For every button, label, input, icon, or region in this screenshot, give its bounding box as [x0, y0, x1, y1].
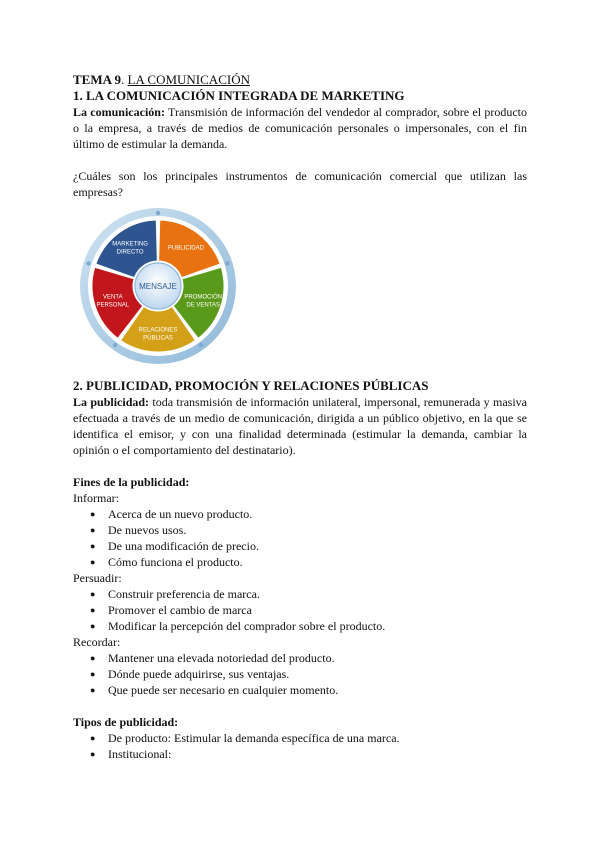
list-item: ● Mantener una elevada notoriedad del producto. [73, 650, 527, 666]
publicidad-text: toda transmisión de información unilateral, impersonal, remunerada y masiva efectuada a través de un medio de comunicación, dirigida a un público objetivo, en la que se identifica el emisor, y con una finalidad determinada (estimular la demanda, cambiar la opinión o el comportamiento del destinatario). [73, 395, 527, 457]
segment-label-relaciones-line2: PÚBLICAS [143, 335, 173, 342]
cycle-diagram-svg [73, 206, 243, 366]
segment-label-promocion-line2: DE VENTAS [186, 302, 220, 309]
tema-name: LA COMUNICACIÓN [127, 72, 250, 87]
fines-group-informar [73, 490, 527, 570]
instruments-question: ¿Cuáles son los principales instrumentos de comunicación comercial que utilizan las empresas? [73, 169, 527, 199]
ring-arrow-icon [113, 343, 117, 347]
list-item: ● Cómo funciona el producto. [73, 554, 527, 570]
segment-label-publicidad: PUBLICIDAD [167, 245, 204, 252]
fines-group-recordar [73, 634, 527, 698]
tema-number: TEMA 9 [73, 72, 122, 87]
list-item: ● De nuevos usos. [73, 522, 527, 538]
recordar-list [73, 650, 527, 698]
section2-heading: 2. PUBLICIDAD, PROMOCIÓN Y RELACIONES PÚBLICAS [73, 378, 429, 393]
segment-label-relaciones: RELACIONES [138, 327, 178, 334]
spacer [73, 698, 527, 714]
list-item: ● Que puede ser necesario en cualquier momento. [73, 682, 527, 698]
document-page [73, 72, 527, 762]
segment-label-venta-line2: PERSONAL [96, 302, 130, 309]
publicidad-definition [73, 394, 527, 458]
list-item: ● Acerca de un nuevo producto. [73, 506, 527, 522]
fines-heading: Fines de la publicidad: [73, 475, 190, 489]
section1-heading: 1. LA COMUNICACIÓN INTEGRADA DE MARKETING [73, 88, 405, 103]
spacer [73, 152, 527, 168]
ring-arrow-icon [156, 211, 160, 215]
persuadir-list [73, 586, 527, 634]
title-separator: . [121, 72, 128, 87]
comunicacion-label: La comunicación: [73, 105, 165, 119]
list-item: ● Institucional: [73, 746, 527, 762]
list-item: ● De producto: Estimular la demanda específica de una marca. [73, 730, 527, 746]
doc-title [73, 72, 527, 88]
segment-label-marketing: MARKETING [112, 241, 148, 248]
ring-arrow-icon [199, 343, 203, 347]
fines-group-persuadir [73, 570, 527, 634]
group-label: Recordar: [73, 635, 121, 649]
group-label: Persuadir: [73, 571, 122, 585]
list-item: ● Construir preferencia de marca. [73, 586, 527, 602]
center-label: MENSAJE [139, 282, 177, 291]
list-item: ● Dónde puede adquirirse, sus ventajas. [73, 666, 527, 682]
ring-arrow-icon [86, 261, 90, 265]
publicidad-label: La publicidad: [73, 395, 150, 409]
group-label: Informar: [73, 491, 119, 505]
comunicacion-text: Transmisión de información del vendedor al comprador, sobre el producto o la empresa, a través de medios de comunicación personales o impersonales, con el fin último de estimular la demanda. [73, 105, 527, 151]
tipos-heading: Tipos de publicidad: [73, 715, 179, 729]
list-item: ● Promover el cambio de marca [73, 602, 527, 618]
list-item: ● Modificar la percepción del comprador sobre el producto. [73, 618, 527, 634]
comunicacion-definition [73, 104, 527, 152]
segment-label-promocion: PROMOCIÓN [184, 294, 223, 301]
tipos-list [73, 730, 527, 762]
ring-arrow-icon [225, 261, 229, 265]
communication-mix-diagram [73, 206, 527, 366]
spacer [73, 458, 527, 474]
segment-label-venta: VENTA [103, 294, 123, 301]
segment-label-marketing-line2: DIRECTO [116, 249, 144, 256]
list-item: ● De una modificación de precio. [73, 538, 527, 554]
informar-list [73, 506, 527, 570]
